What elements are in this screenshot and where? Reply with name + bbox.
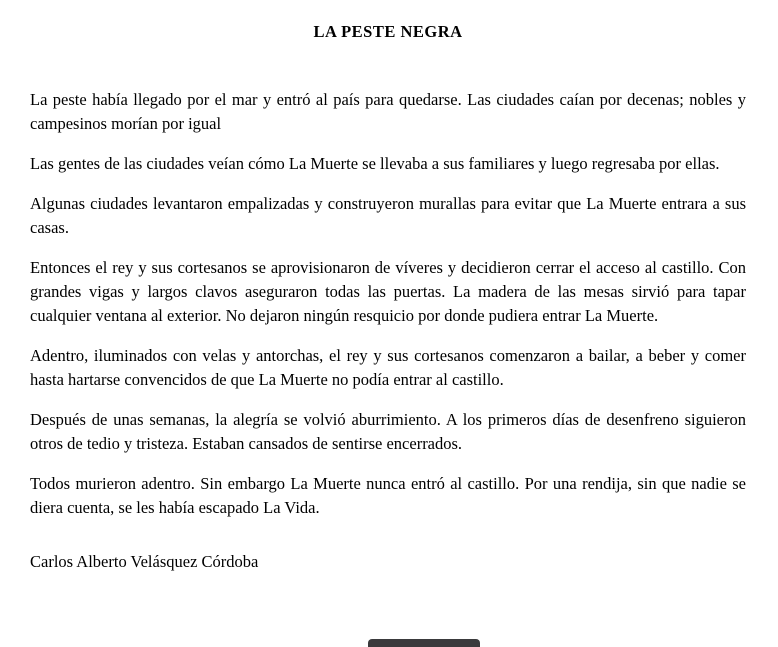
bottom-bar-fragment [368, 639, 480, 647]
paragraph-1: La peste había llegado por el mar y entró al país para quedarse. Las ciudades caían por decenas; nobles y campesinos morían por igual [30, 90, 746, 133]
paragraph-2: Las gentes de las ciudades veían cómo La Muerte se llevaba a sus familiares y luego regresaba por ellas. [30, 154, 720, 173]
paragraph-6: Después de unas semanas, la alegría se volvió aburrimiento. A los primeros días de desenfreno siguieron otros de tedio y tristeza. Estaban cansados de sentirse encerrados. [30, 410, 746, 453]
author-line: Carlos Alberto Velásquez Córdoba [30, 552, 259, 571]
paragraph-5: Adentro, iluminados con velas y antorchas, el rey y sus cortesanos comenzaron a bailar, a beber y comer hasta hartarse convencidos de que La Muerte no podía entrar al castillo. [30, 346, 746, 389]
paragraph-7: Todos murieron adentro. Sin embargo La Muerte nunca entró al castillo. Por una rendija, sin que nadie se diera cuenta, se les había escapado La Vida. [30, 474, 746, 517]
document-title: LA PESTE NEGRA [313, 22, 463, 41]
paragraph-3: Algunas ciudades levantaron empalizadas y construyeron murallas para evitar que La Muerte entrara a sus casas. [30, 194, 746, 237]
paragraph-4: Entonces el rey y sus cortesanos se aprovisionaron de víveres y decidieron cerrar el acceso al castillo. Con grandes vigas y largos clavos aseguraron todas las puertas. La madera de las mesas sirvió para tapar cualquier ventana al exterior. No dejaron ningún resquicio por donde pudiera entrar La Muerte. [30, 258, 746, 325]
